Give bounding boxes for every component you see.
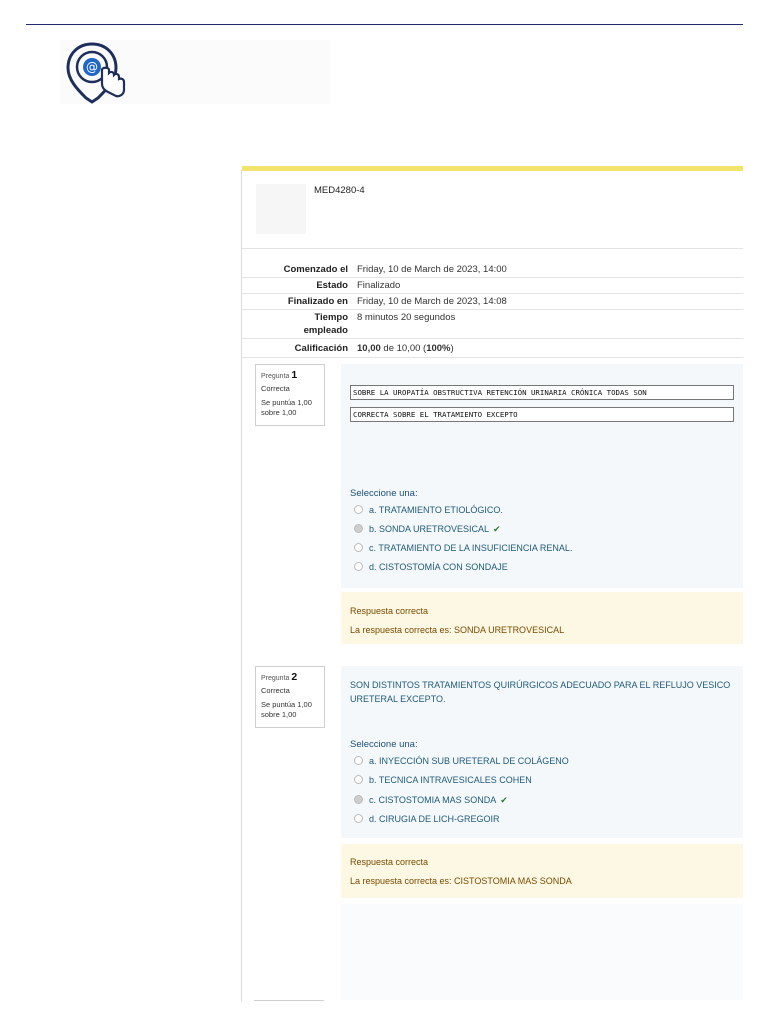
option-label: a. TRATAMIENTO ETIOLÓGICO.	[369, 505, 503, 515]
question-points: Se puntúa 1,00 sobre 1,00	[261, 700, 312, 719]
feedback-text: Respuesta correcta	[350, 606, 429, 616]
question-feedback-2	[341, 844, 743, 898]
radio-button[interactable]	[354, 756, 363, 765]
radio-button[interactable]	[354, 814, 363, 823]
option-label: b. TECNICA INTRAVESICALES COHEN	[369, 775, 532, 785]
answer-option-d[interactable]	[354, 813, 500, 825]
summary-value: Friday, 10 de March de 2023, 14:08	[357, 296, 507, 307]
summary-key: Finalizado en	[287, 296, 348, 307]
option-label: d. CIRUGIA DE LICH-GREGOIR	[369, 814, 500, 824]
correct-answer-text: La respuesta correcta es: CISTOSTOMIA MAS SONDA	[350, 876, 572, 886]
answer-option-c[interactable]	[354, 794, 508, 806]
check-icon: ✔	[493, 524, 501, 534]
quiz-review-panel	[242, 166, 743, 1002]
option-label: c. CISTOSTOMIA MAS SONDA	[369, 795, 497, 805]
summary-key: Comenzado el	[283, 264, 348, 275]
answer-option-d[interactable]	[354, 561, 508, 573]
answer-option-b[interactable]	[354, 774, 532, 786]
radio-button-selected[interactable]	[354, 524, 363, 533]
radio-button[interactable]	[354, 562, 363, 571]
question-info-2	[255, 666, 325, 728]
question-label: Pregunta	[261, 675, 290, 682]
question-content-spacer	[341, 904, 743, 1000]
summary-key-line1: Tiempo	[314, 312, 348, 323]
site-logo[interactable]	[60, 40, 330, 104]
question-text-line2: CORRECTA SOBRE EL TRATAMIENTO EXCEPTO	[350, 407, 734, 422]
question-points: Se puntúa 1,00 sobre 1,00	[261, 398, 312, 417]
question-status: Correcta	[261, 384, 290, 393]
summary-row-state	[242, 278, 743, 294]
question-text: SON DISTINTOS TRATAMIENTOS QUIRÚRGICOS ADECUADO PARA EL REFLUJO VESICO URETERAL EXCEPTO.	[350, 680, 731, 704]
answer-option-a[interactable]	[354, 755, 569, 767]
top-divider	[26, 24, 743, 25]
grade-percent: 100%	[426, 343, 451, 354]
summary-value	[357, 342, 454, 355]
question-feedback-1	[341, 592, 743, 644]
radio-button[interactable]	[354, 543, 363, 552]
correct-answer-text: La respuesta correcta es: SONDA URETROVESICAL	[350, 625, 565, 635]
summary-value: 8 minutos 20 segundos	[357, 312, 456, 323]
svg-text:@: @	[86, 60, 98, 74]
course-code: MED4280-4	[314, 185, 365, 196]
summary-row-started	[242, 262, 743, 278]
radio-button[interactable]	[354, 505, 363, 514]
option-label: d. CISTOSTOMÍA CON SONDAJE	[369, 562, 508, 572]
summary-row-finished	[242, 294, 743, 310]
option-label: b. SONDA URETROVESICAL	[369, 524, 490, 534]
answer-option-b[interactable]	[354, 523, 501, 535]
summary-key: Calificación	[294, 343, 348, 354]
question-number-value: 1	[291, 369, 298, 381]
answer-option-c[interactable]	[354, 542, 572, 554]
radio-button[interactable]	[354, 775, 363, 784]
summary-key: Estado	[316, 280, 348, 291]
summary-key	[242, 311, 348, 337]
question-number	[261, 369, 297, 381]
question-info-1	[255, 364, 325, 426]
summary-row-time	[242, 310, 743, 339]
accent-bar	[242, 166, 743, 171]
select-one-label: Seleccione una:	[350, 488, 418, 499]
grade-score: 10,00	[357, 343, 381, 354]
answer-option-a[interactable]	[354, 504, 503, 516]
question-text-line1: SOBRE LA UROPATÍA OBSTRUCTIVA RETENCIÓN URINARIA CRÓNICA TODAS SON	[350, 385, 734, 400]
grade-of: de 10,00 (	[380, 343, 427, 354]
grade-close: )	[450, 343, 454, 354]
at-touch-icon	[64, 40, 134, 104]
header-divider	[242, 248, 743, 249]
summary-value: Friday, 10 de March de 2023, 14:00	[357, 264, 507, 275]
option-label: a. INYECCIÓN SUB URETERAL DE COLÁGENO	[369, 756, 569, 766]
summary-value: Finalizado	[357, 280, 401, 291]
next-question-box-edge	[254, 1000, 324, 1001]
summary-key-line2: empleado	[303, 325, 348, 336]
radio-button-selected[interactable]	[354, 795, 363, 804]
check-icon: ✔	[500, 795, 508, 805]
feedback-text: Respuesta correcta	[350, 857, 429, 867]
summary-row-grade	[242, 339, 743, 358]
course-image-placeholder	[256, 184, 306, 234]
question-content-2	[341, 666, 743, 838]
question-number-value: 2	[291, 671, 298, 683]
attempt-summary-table	[242, 262, 743, 358]
question-status: Correcta	[261, 686, 290, 695]
question-number	[261, 671, 297, 683]
option-label: c. TRATAMIENTO DE LA INSUFICIENCIA RENAL.	[369, 543, 573, 553]
select-one-label: Seleccione una:	[350, 739, 418, 750]
question-content-1	[341, 364, 743, 588]
question-label: Pregunta	[261, 373, 290, 380]
